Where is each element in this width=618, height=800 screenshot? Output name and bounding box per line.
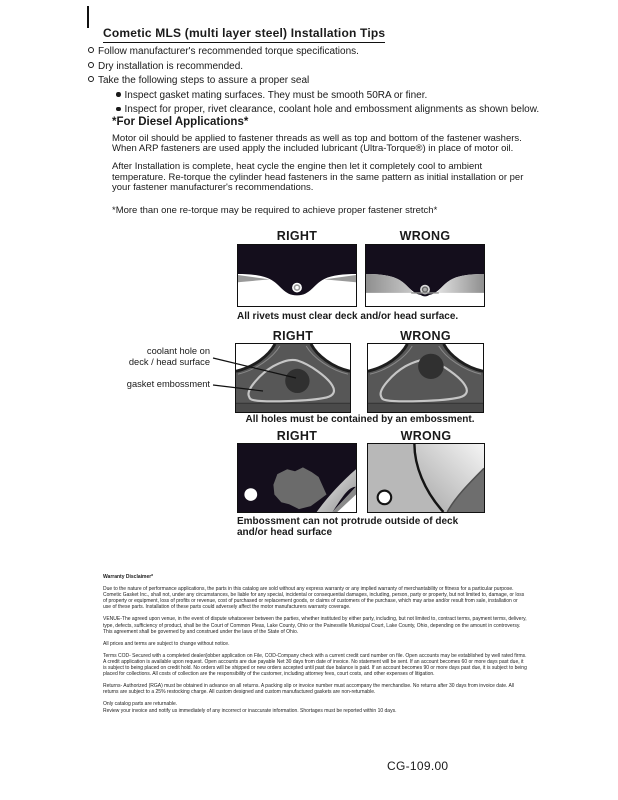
bullet-text: Dry installation is recommended.	[98, 60, 244, 72]
warranty-disclaimer-section	[103, 574, 527, 720]
dot-bullet-icon	[116, 92, 121, 97]
row1-caption: All rivets must clear deck and/or head surface.	[237, 311, 459, 322]
bullet-text: Take the following steps to assure a proper seal	[98, 75, 310, 87]
row3-caption	[237, 516, 507, 538]
legal-text: VENUE-The agreed upon venue, in the event of dispute whatsoever between the parties, whether instituted by either party, including, but not limited to, contract terms, payment terms, delivery, type, defects, sufficiency of product, shall be the Court of Common Pleas, Lake County, Ohio or the Painesville Municipal Court, Lake County, Ohio, depending on the amount in controversy.	[103, 616, 527, 629]
legal-text: This agreement shall be governed by and construed under the laws of the State of Ohio.	[103, 628, 299, 635]
legal-text: Review your invoice and notify us immediately of any incorrect or inaccurate information. Shortages must be reported within 10 days.	[103, 707, 397, 714]
callout-text: deck / head surface	[128, 356, 210, 367]
bullet-text: Inspect gasket mating surfaces. They must be smooth 50RA or finer.	[124, 89, 428, 101]
caption-line: and/or head surface	[237, 527, 333, 538]
right-label: RIGHT	[272, 329, 314, 343]
right-label: RIGHT	[276, 429, 318, 443]
diagram-embossment-right	[235, 343, 351, 413]
wrong-label: WRONG	[400, 329, 451, 343]
legal-header: Warranty Disclaimer*	[103, 574, 154, 580]
caption-line: Embossment can not protrude outside of deck	[237, 516, 459, 527]
circle-bullet-icon	[88, 62, 94, 68]
row2-caption: All holes must be contained by an embossment.	[245, 414, 475, 425]
diagram-protrusion-wrong	[367, 443, 485, 513]
diesel-note: *More than one re-torque may be required to achieve proper fastener stretch*	[112, 204, 438, 216]
bullet-item	[88, 60, 538, 75]
callout-text: gasket embossment	[126, 379, 210, 389]
coolant-hole-callout	[115, 346, 210, 367]
bullet-item	[88, 45, 538, 60]
diagram-rivet-wrong	[365, 244, 485, 307]
page-title-text: Cometic MLS (multi layer steel) Installation Tips	[103, 26, 385, 43]
diesel-paragraph: Motor oil should be applied to fastener threads as well as top and bottom of the fastener washers. When ARP fasteners are used apply the included lubricant (Ultra-Torque®) in place of motor oil.	[112, 133, 522, 155]
legal-paragraph: Terms COD- Secured with a completed dealer/jobber application on File, COD-Company check with a current credit card number on file. Open accounts may be established by well rated firms. A credit application is available upon request. Open accounts are due payable Net 30 days from date of invoice. No statement will be sent. If an account becomes 60 or more days past due, it is subject to being placed on credit hold. No orders will be shipped or new orders accepted until past due balance is paid. If an account becomes 90 or more days past due, it is subject to being placed for collections. All costs of collection are the responsibility of the customer, including attorney fees, court costs, and other expenses of litigation.	[103, 652, 527, 678]
circle-bullet-icon	[88, 76, 94, 82]
diagram-embossment-wrong	[367, 343, 484, 413]
page-code: CG-109.00	[387, 759, 449, 773]
page-title	[103, 26, 385, 43]
diesel-heading: *For Diesel Applications*	[112, 116, 249, 128]
scan-mark	[87, 6, 89, 28]
legal-paragraph: All prices and terms are subject to change without notice.	[103, 640, 230, 647]
legal-paragraph: Due to the nature of performance applications, the parts in this catalog are sold without any express warranty or any implied warranty of merchantability or fitness for a particular purpose. Cometic Gasket Inc., shall not, under any circumstances, be liable for any special, incidental or consequential damages, including, person, party or property, but not limited to, damage, or loss of property or equipment, loss of profits or revenue, cost of purchased or replacement goods, or claims of customers of the purchase, which may arise and/or result from sale, installation or use of these parts. Installation of these parts could adversely affect the motor manufacturers warranty coverage.	[103, 586, 525, 611]
gasket-embossment-callout	[115, 379, 210, 390]
diagram-rivet-right	[237, 244, 357, 307]
bullet-text: Follow manufacturer's recommended torque specifications.	[98, 46, 359, 57]
diesel-section	[112, 116, 526, 223]
dot-bullet-icon	[116, 107, 121, 112]
tips-list	[88, 45, 538, 118]
circle-bullet-icon	[88, 47, 94, 53]
bullet-item	[88, 74, 538, 89]
diesel-paragraph: After Installation is complete, heat cycle the engine then let it completely cool to ambient temperature. Re-torque the cylinder head fasteners in the same pattern as initial installation or per your fastener manufacturer's recommendations.	[112, 161, 524, 194]
sub-bullet-item	[88, 89, 538, 104]
callout-text: coolant hole on	[146, 346, 210, 356]
wrong-label: WRONG	[400, 429, 452, 443]
wrong-label: WRONG	[399, 229, 451, 243]
legal-paragraph: Returns- Authorized (RGA) must be obtained in advance on all returns. A packing slip or invoice number must accompany the merchandise. No returns after 30 days from invoice date. All returns are subject to a 25% restocking charge. All custom designed and custom manufactured gaskets are non-returnable.	[103, 683, 515, 696]
bullet-text: Inspect for proper, rivet clearance, coolant hole and embossment alignments as shown below.	[124, 104, 540, 116]
right-label: RIGHT	[276, 229, 318, 243]
legal-text: Only catalog parts are returnable.	[103, 701, 178, 708]
diagram-protrusion-right	[237, 443, 357, 513]
